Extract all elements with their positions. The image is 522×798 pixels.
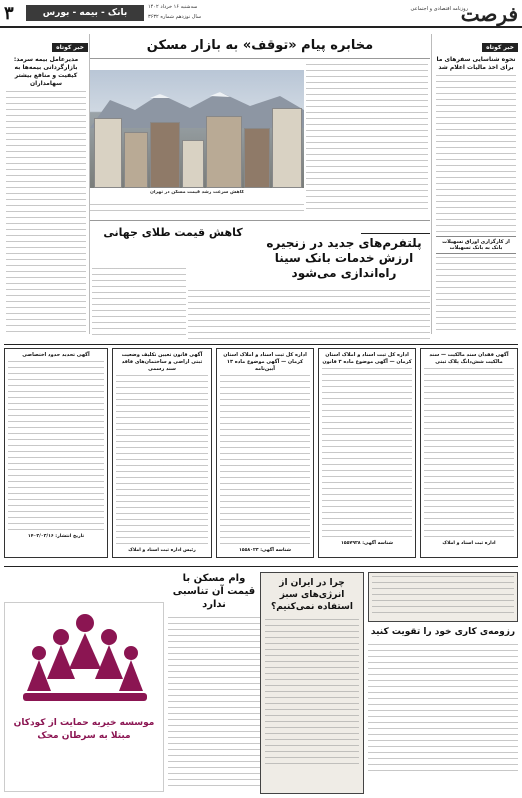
bank-kicker bbox=[258, 224, 430, 234]
notice-body bbox=[424, 368, 514, 538]
building bbox=[182, 140, 204, 188]
left-kicker: خبر کوتاه bbox=[52, 43, 88, 52]
date-line: سه‌شنبه ۱۶ خرداد ۱۴۰۲ bbox=[148, 4, 198, 10]
energy-headline: چرا در ایران از انرژی‌های سبز استفاده نمی‌کنیم؟ bbox=[271, 578, 353, 612]
building bbox=[94, 118, 122, 188]
right-subhead: از کارگزاری اوراق تسهیلات بانک به بانک تسهیلات bbox=[436, 236, 516, 254]
classified-box bbox=[368, 572, 518, 622]
right-kicker: خبر کوتاه bbox=[482, 43, 518, 52]
rate-story bbox=[368, 626, 518, 794]
section-rule bbox=[90, 220, 430, 221]
loan-body bbox=[168, 617, 260, 787]
rate-headline: رزومه‌ی کاری خود را تقویت کنید bbox=[370, 627, 516, 637]
bottom-rule bbox=[4, 566, 518, 567]
energy-box bbox=[260, 572, 364, 794]
notice-body bbox=[8, 361, 104, 531]
headline-rule bbox=[90, 58, 430, 59]
photo-caption: کاهش سرعت رشد قیمت مسکن در تهران bbox=[149, 190, 245, 195]
notice-box-2: اداره کل ثبت اسناد و املاک استان کرمان — آگهی موضوع ماده ۳ قانون شناسه آگهی: ۱۵۵۷۹۲۸ bbox=[318, 348, 416, 558]
energy-body bbox=[265, 619, 359, 769]
notice-body bbox=[322, 368, 412, 538]
right-body-text-2 bbox=[436, 257, 516, 334]
building bbox=[124, 132, 148, 188]
charity-ad bbox=[4, 602, 164, 792]
rate-body bbox=[368, 644, 518, 774]
column-rule bbox=[89, 34, 90, 334]
column-rule bbox=[431, 34, 432, 334]
issue-line: سال نوزدهم شماره ۳۶۳۲ bbox=[148, 14, 202, 20]
notice-box-5: آگهی تحدید حدود اختصاصی تاریخ انتشار: ۱۴۰۲/۰۳/۱۶ bbox=[4, 348, 108, 558]
bank-headline: پلتفرم‌های جدید در زنجیره ارزش خدمات بانک سینا راه‌اندازی می‌شود bbox=[266, 236, 422, 280]
lead-body-under-photo bbox=[90, 204, 304, 216]
loan-story bbox=[168, 572, 260, 794]
left-sidebar bbox=[4, 34, 88, 334]
mahak-logo-icon bbox=[5, 607, 165, 717]
bank-body bbox=[188, 290, 430, 340]
right-body-text bbox=[436, 75, 516, 233]
left-body-text bbox=[6, 91, 86, 334]
newspaper-logo: فرصت bbox=[460, 2, 518, 26]
notice-box-3: اداره کل ثبت اسناد و املاک استان کرمان — آگهی موضوع ماده ۱۳ آیین‌نامه شناسه آگهی: ۱۵۵۸۰۲۳ bbox=[216, 348, 314, 558]
lead-headline: مخابره پیام «توقف» به بازار مسکن bbox=[146, 38, 374, 53]
lead-body-column-right bbox=[306, 64, 428, 214]
right-sidebar bbox=[434, 34, 518, 334]
page-number: ۳ bbox=[4, 3, 14, 24]
building bbox=[272, 108, 302, 188]
lead-photo bbox=[90, 70, 304, 188]
building bbox=[244, 128, 270, 188]
tagline: روزنامه اقتصادی و اجتماعی bbox=[410, 6, 468, 12]
notice-box-4: آگهی قانون تعیین تکلیف وضعیت ثبتی اراضی و ساختمان‌های فاقد سند رسمی رئیس اداره ثبت اسناد و املاک bbox=[112, 348, 212, 558]
masthead bbox=[0, 0, 522, 28]
classified-body bbox=[372, 576, 514, 618]
notice-box-1: آگهی فقدان سند مالکیت — سند مالکیت شش‌دانگ پلاک ثبتی اداره ثبت اسناد و املاک bbox=[420, 348, 518, 558]
notices-rule bbox=[4, 344, 518, 345]
loan-headline: وام مسکن با قیمت آن تناسبی ندارد bbox=[172, 573, 256, 610]
gold-body bbox=[92, 268, 186, 340]
gold-headline: کاهش قیمت طلای جهانی bbox=[103, 226, 243, 239]
building bbox=[206, 116, 242, 188]
notice-body bbox=[116, 375, 208, 545]
section-band: بانک - بیمه - بورس bbox=[26, 5, 144, 21]
left-box-title: مدیرعامل بیمه سرمد: بازارگردانی بیمه‌ها به کیفیت و منافع بیشتر سهامداران bbox=[13, 56, 79, 87]
charity-text: موسسه خیریه حمایت از کودکان مبتلا به سرطان محک bbox=[13, 718, 155, 741]
notice-body bbox=[220, 375, 310, 545]
right-box-title: نحوه شناسایی سفرهای ما برای اخذ مالیات اعلام شد bbox=[436, 56, 516, 71]
building bbox=[150, 122, 180, 188]
